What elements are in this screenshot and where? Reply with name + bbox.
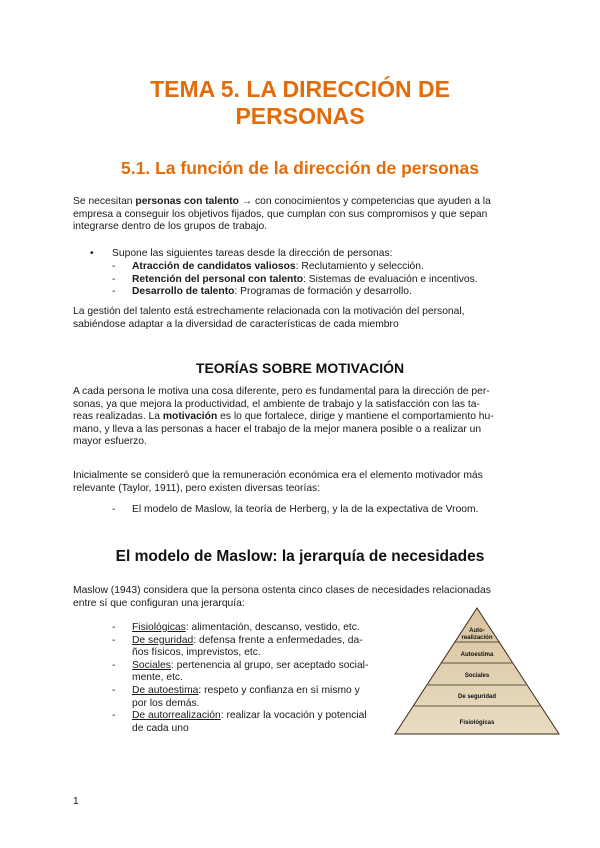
list-item: - Desarrollo de talento: Programas de formación y desarrollo. [112, 286, 412, 298]
section-heading-direccion: 5.1. La función de la dirección de personas [121, 158, 479, 178]
pyramid-level-autoestima: Autoestima [460, 652, 494, 658]
task-list [112, 261, 478, 299]
list-item: - El modelo de Maslow, la teoría de Herberg, y la de la expectativa de Vroom. [112, 504, 479, 515]
pyramid-level-seguridad: De seguridad [457, 694, 497, 700]
list-item: - De seguridad: defensa frente a enfermedades, da- ños físicos, imprevistos, etc. [112, 634, 363, 659]
theories-paragraph: Inicialmente se consideró que la remuneración económica era el elemento motivador más relevante (Taylor, 1911), pero existen diversas teorías: [73, 470, 483, 494]
pyramid-level-autorrealizacion-1: Auto- [469, 628, 485, 634]
list-item: - Sociales: pertenencia al grupo, ser aceptado social- mente, etc. [112, 659, 369, 684]
maslow-intro-paragraph: Maslow (1943) considera que la persona ostenta cinco clases de necesidades relacionadas entre sí que configuran una jerarquía: [73, 585, 491, 609]
list-item: - Atracción de candidatos valiosos: Reclutamiento y selección. [112, 261, 424, 272]
closing-paragraph: La gestión del talento está estrechamente relacionada con la motivación del personal, sabiéndose adaptar a la diversidad de características de cada miembro [73, 306, 465, 330]
list-item: - De autoestima: respeto y confianza en sí mismo y por los demás. [112, 684, 360, 709]
section-heading-teorias: TEORÍAS SOBRE MOTIVACIÓN [195, 360, 405, 376]
needs-list [112, 622, 384, 735]
list-item: - Fisiológicas: alimentación, descanso, vestido, etc. [112, 622, 360, 633]
theories-list [112, 504, 478, 517]
list-item: - Retención del personal con talento: Sistemas de evaluación e incentivos. [112, 273, 478, 285]
maslow-pyramid-diagram [393, 606, 561, 736]
motivation-paragraph: A cada persona le motiva una cosa diferente, pero es fundamental para la dirección de per- sonas, ya que mejora la productividad, el ambiente de trabajo y la satisfacción con las ta- reas realizadas. La motivación es lo que fortalece, dirige y mantiene el comportamiento hu- mano, y lleva a las personas a hacer el trabajo de la mejor manera posible o a realizar un mayor esfuerzo. [73, 386, 494, 448]
bullet-item-tareas: • Supone las siguientes tareas desde la dirección de personas: [90, 248, 393, 259]
bold-motivacion: motivación [162, 411, 218, 423]
pyramid-shape [395, 608, 559, 734]
pyramid-level-fisiologicas: Fisiológicas [459, 720, 495, 726]
document-title [60, 76, 540, 130]
section-heading-maslow: El modelo de Maslow: la jerarquía de necesidades [115, 548, 485, 565]
bullet-dot: • [90, 248, 94, 259]
title-line-1: TEMA 5. LA DIRECCIÓN DE [150, 76, 450, 102]
bold-personas-talento: personas con talento [135, 196, 239, 207]
pyramid-level-sociales: Sociales [464, 673, 490, 679]
title-line-2: PERSONAS [235, 103, 365, 129]
page-number: 1 [73, 796, 79, 807]
pyramid-level-autorrealizacion-2: realización [461, 635, 493, 641]
intro-paragraph: Se necesitan personas con talento → con conocimientos y competencias que ayuden a la empresa a conseguir los objetivos fijados, que cumplan con sus compromisos y que sepan integrarse dentro de los grupos de trabajo. [73, 196, 491, 233]
list-item: - De autorrealización: realizar la vocación y potencial de cada uno [112, 710, 367, 734]
